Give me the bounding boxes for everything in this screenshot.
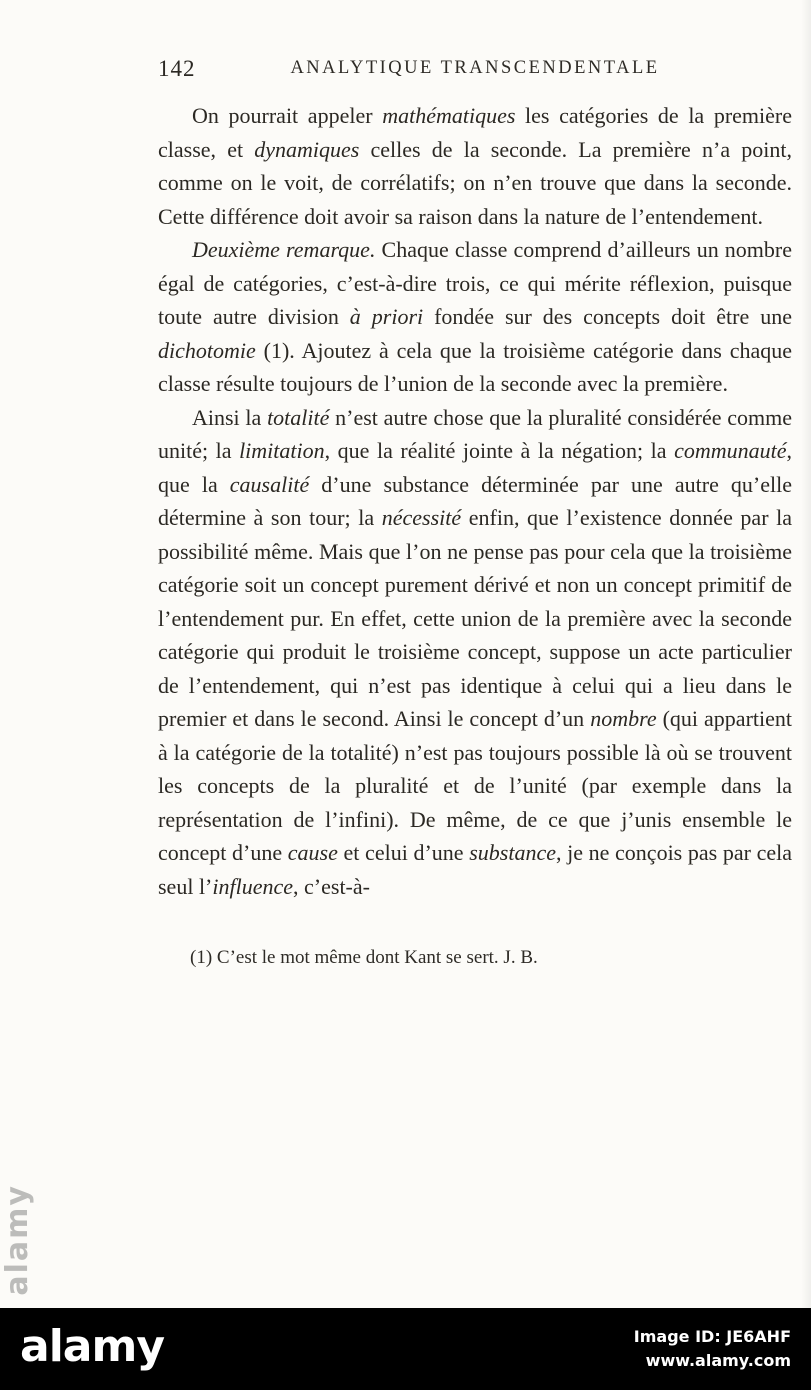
alamy-meta	[634, 1325, 791, 1373]
page-number: 142	[158, 56, 196, 81]
running-header: ANALYTIQUE TRANSCENDENTALE	[290, 58, 660, 78]
paragraph: Ainsi la totalité n’est autre chose que la pluralité considérée comme unité; la limitation, que la réalité jointe à la négation; la communauté, que la causalité d’une substance déterminée par une autre qu’elle détermine à son tour; la nécessité enfin, que l’existence donnée par la possibilité même. Mais que l’on ne pense pas pour cela que la troisième catégorie soit un concept purement dérivé et non un concept primitif de l’entendement pur. En effet, cette union de la première avec la seconde catégorie qui produit le troisième concept, suppose un acte particulier de l’entendement, qui n’est pas identique à celui qui a lieu dans le premier et dans le second. Ainsi le concept d’un nombre (qui appartient à la catégorie de la totalité) n’est pas toujours possible là où se trouvent les concepts de la pluralité et de l’unité (par exemple dans la représentation de l’infini). De même, de ce que j’unis ensemble le concept d’une cause et celui d’une substance, je ne conçois pas par cela seul l’influence, c’est-à-	[158, 404, 793, 899]
alamy-logo: alamy	[20, 1321, 164, 1372]
page-header	[158, 56, 792, 84]
body-text	[158, 99, 792, 903]
footnote: (1) C’est le mot même dont Kant se sert. J. B.	[190, 947, 538, 968]
alamy-url: www.alamy.com	[645, 1351, 791, 1370]
alamy-side-watermark: alamy	[0, 1184, 35, 1296]
paragraph: Deuxième remarque. Chaque classe comprend d’ailleurs un nombre égal de catégories, c’est-à-dire trois, ce qui mérite réflexion, puisque toute autre division à priori fondée sur des concepts doit être une dichotomie (1). Ajoutez à cela que la troisième catégorie dans chaque classe résulte toujours de l’union de la seconde avec la première.	[158, 237, 792, 396]
image-id-label: Image ID: JE6AHF	[633, 1327, 791, 1346]
alamy-watermark-bar	[0, 1308, 811, 1390]
paragraph: On pourrait appeler mathématiques les catégories de la première classe, et dynamiques celles de la seconde. La première n’a point, comme on le voit, de corrélatifs; on n’en trouve que dans la seconde. Cette différence doit avoir sa raison dans la nature de l’entendement.	[158, 103, 793, 229]
